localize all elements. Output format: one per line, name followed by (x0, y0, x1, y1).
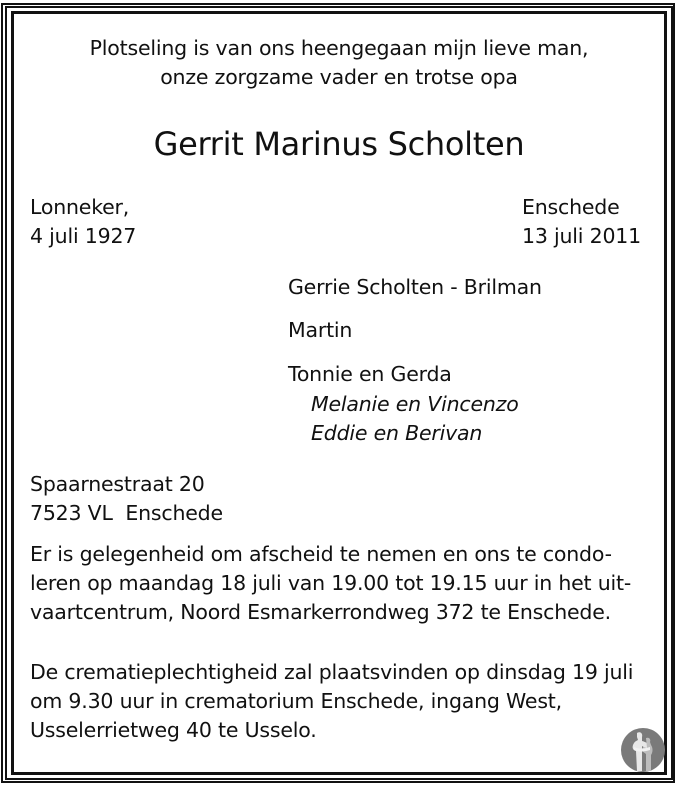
cremation-paragraph (30, 658, 650, 745)
child-name: Martin (288, 318, 353, 342)
death-date: 13 juli 2011 (522, 224, 641, 248)
intro-text (14, 34, 664, 92)
death-place: Enschede (522, 195, 620, 219)
paragraph-line: vaartcentrum, Noord Esmarkerrondweg 372 te Enschede. (30, 600, 611, 624)
paragraph-line: leren op maandag 18 juli van 19.00 tot 19.15 uur in het uit- (30, 571, 632, 595)
birth-date: 4 juli 1927 (30, 224, 137, 248)
birth-info (30, 193, 136, 251)
address-postal-city: 7523 VL Enschede (30, 501, 223, 525)
paragraph-line: Er is gelegenheid om afscheid te nemen en ons te condo- (30, 542, 612, 566)
home-address (30, 470, 223, 528)
embracing-figures-logo-icon (620, 727, 666, 773)
intro-line: onze zorgzame vader en trotse opa (160, 65, 518, 89)
spouse-name: Gerrie Scholten - Brilman (288, 275, 542, 299)
address-street: Spaarnestraat 20 (30, 472, 205, 496)
condolence-paragraph (30, 540, 650, 627)
deceased-name: Gerrit Marinus Scholten (153, 125, 525, 163)
grandchild-name: Eddie en Berivan (311, 421, 483, 445)
grandchild-name: Melanie en Vincenzo (311, 392, 519, 416)
paragraph-line: om 9.30 uur in crematorium Enschede, ingang West, (30, 689, 562, 713)
intro-line: Plotseling is van ons heengegaan mijn lieve man, (89, 36, 589, 60)
child-name: Tonnie en Gerda (288, 362, 452, 386)
paragraph-line: De crematieplechtigheid zal plaatsvinden op dinsdag 19 juli (30, 660, 634, 684)
paragraph-line: Usselerrietweg 40 te Usselo. (30, 718, 317, 742)
death-info (522, 193, 641, 251)
birth-place: Lonneker, (30, 195, 130, 219)
